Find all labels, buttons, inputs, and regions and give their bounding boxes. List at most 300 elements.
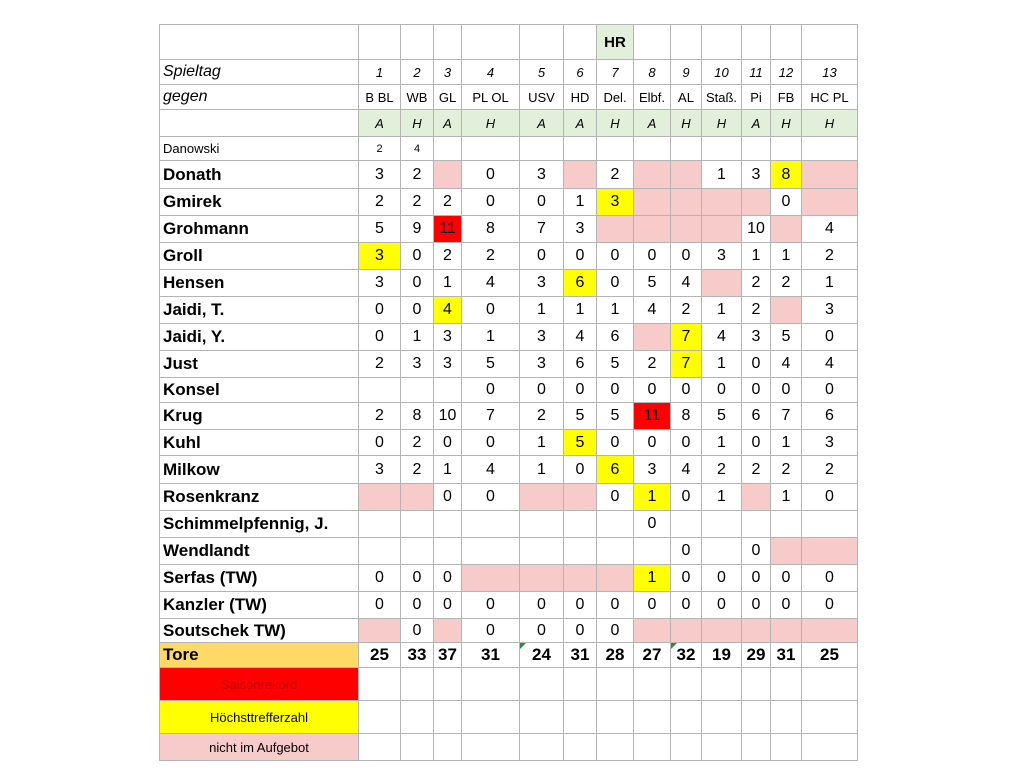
goal-cell[interactable] (802, 161, 858, 189)
goal-cell[interactable]: 3 (742, 161, 771, 189)
goal-cell[interactable]: 0 (434, 565, 462, 592)
goal-cell[interactable]: 0 (520, 243, 564, 270)
goal-cell[interactable]: 1 (401, 324, 434, 351)
goal-cell[interactable]: 2 (520, 403, 564, 430)
empty-cell[interactable] (771, 734, 802, 761)
goal-cell[interactable]: 3 (520, 351, 564, 378)
goal-cell[interactable]: 2 (742, 270, 771, 297)
goal-cell[interactable] (802, 511, 858, 538)
goal-cell[interactable]: 4 (702, 324, 742, 351)
goal-cell[interactable]: 0 (634, 430, 671, 456)
goal-cell[interactable] (401, 484, 434, 511)
goal-cell[interactable]: 0 (742, 565, 771, 592)
goal-cell[interactable]: 7 (671, 351, 702, 378)
goal-cell[interactable]: 7 (671, 324, 702, 351)
player-name[interactable]: Kanzler (TW) (160, 592, 359, 619)
goal-cell[interactable]: 0 (702, 592, 742, 619)
goal-cell[interactable]: 0 (771, 189, 802, 216)
goal-cell[interactable]: 0 (597, 243, 634, 270)
spieltag-number[interactable]: 5 (520, 60, 564, 85)
goal-cell[interactable]: 0 (401, 565, 434, 592)
goal-cell[interactable] (702, 189, 742, 216)
goal-cell[interactable]: 0 (434, 430, 462, 456)
goal-cell[interactable] (597, 137, 634, 161)
goal-cell[interactable]: 4 (802, 216, 858, 243)
goal-cell[interactable] (802, 137, 858, 161)
goal-cell[interactable] (771, 297, 802, 324)
goal-cell[interactable]: 0 (597, 270, 634, 297)
empty-cell[interactable] (771, 668, 802, 701)
goal-cell[interactable]: 0 (359, 297, 401, 324)
goal-cell[interactable] (434, 538, 462, 565)
goal-cell[interactable]: 3 (520, 270, 564, 297)
player-name[interactable]: Just (160, 351, 359, 378)
goal-cell[interactable]: 6 (742, 403, 771, 430)
goal-cell[interactable]: 0 (564, 378, 597, 403)
goal-cell[interactable] (462, 137, 520, 161)
goal-cell[interactable]: 2 (401, 161, 434, 189)
goal-cell[interactable] (634, 161, 671, 189)
goal-cell[interactable] (564, 538, 597, 565)
goal-cell[interactable]: 0 (462, 378, 520, 403)
opponent-cell[interactable]: B BL (359, 85, 401, 110)
empty-cell[interactable] (434, 734, 462, 761)
goal-cell[interactable]: 5 (702, 403, 742, 430)
goal-cell[interactable] (434, 511, 462, 538)
goal-cell[interactable]: 0 (597, 619, 634, 643)
goal-cell[interactable]: 0 (401, 297, 434, 324)
goal-cell[interactable]: 1 (634, 484, 671, 511)
goal-cell[interactable]: 4 (671, 456, 702, 484)
goal-cell[interactable]: 4 (564, 324, 597, 351)
goal-cell[interactable]: 4 (634, 297, 671, 324)
goal-cell[interactable] (634, 216, 671, 243)
spieltag-number[interactable]: 10 (702, 60, 742, 85)
goal-cell[interactable]: 11 (434, 216, 462, 243)
goal-cell[interactable] (671, 511, 702, 538)
tore-total[interactable]: 31 (462, 643, 520, 668)
goal-cell[interactable]: 0 (771, 378, 802, 403)
player-name[interactable]: Donath (160, 161, 359, 189)
goal-cell[interactable]: 2 (359, 189, 401, 216)
empty-cell[interactable] (359, 701, 401, 734)
goal-cell[interactable]: 0 (802, 565, 858, 592)
empty-cell[interactable] (771, 25, 802, 60)
goal-cell[interactable] (771, 216, 802, 243)
goal-cell[interactable]: 5 (564, 430, 597, 456)
spieltag-number[interactable]: 4 (462, 60, 520, 85)
goal-cell[interactable] (634, 538, 671, 565)
goal-cell[interactable]: 2 (462, 243, 520, 270)
empty-cell[interactable] (359, 734, 401, 761)
goal-cell[interactable]: 2 (434, 243, 462, 270)
empty-cell[interactable] (742, 668, 771, 701)
empty-cell[interactable] (671, 668, 702, 701)
opponent-cell[interactable]: HC PL (802, 85, 858, 110)
corner-cell[interactable] (160, 25, 359, 60)
spieltag-number[interactable]: 11 (742, 60, 771, 85)
goal-cell[interactable]: 0 (564, 592, 597, 619)
goal-cell[interactable] (702, 270, 742, 297)
empty-cell[interactable] (401, 734, 434, 761)
empty-cell[interactable] (742, 25, 771, 60)
goal-cell[interactable]: 6 (597, 456, 634, 484)
goal-cell[interactable]: 3 (359, 161, 401, 189)
opponent-cell[interactable]: FB (771, 85, 802, 110)
goal-cell[interactable]: 4 (771, 351, 802, 378)
home-away-cell[interactable]: H (401, 110, 434, 137)
goal-cell[interactable] (671, 619, 702, 643)
opponent-cell[interactable]: Staß. (702, 85, 742, 110)
goal-cell[interactable]: 1 (597, 297, 634, 324)
goal-cell[interactable] (771, 538, 802, 565)
goal-cell[interactable]: 0 (359, 430, 401, 456)
goal-cell[interactable] (671, 189, 702, 216)
goal-cell[interactable]: 5 (597, 403, 634, 430)
opponent-cell[interactable]: USV (520, 85, 564, 110)
player-name[interactable]: Konsel (160, 378, 359, 403)
goal-cell[interactable]: 5 (634, 270, 671, 297)
goal-cell[interactable] (564, 565, 597, 592)
home-away-cell[interactable]: A (359, 110, 401, 137)
goal-cell[interactable]: 0 (401, 270, 434, 297)
empty-cell[interactable] (802, 701, 858, 734)
empty-cell[interactable] (564, 701, 597, 734)
empty-cell[interactable] (634, 701, 671, 734)
goal-cell[interactable] (597, 538, 634, 565)
goal-cell[interactable]: 2 (359, 137, 401, 161)
tore-total[interactable]: 29 (742, 643, 771, 668)
empty-cell[interactable] (742, 734, 771, 761)
goal-cell[interactable] (671, 216, 702, 243)
goal-cell[interactable]: 2 (802, 243, 858, 270)
goal-cell[interactable] (702, 511, 742, 538)
goal-cell[interactable]: 2 (359, 403, 401, 430)
goal-cell[interactable]: 3 (359, 270, 401, 297)
goal-cell[interactable]: 0 (434, 484, 462, 511)
goal-cell[interactable] (702, 619, 742, 643)
tore-total[interactable]: 32 (671, 643, 702, 668)
player-name[interactable]: Jaidi, T. (160, 297, 359, 324)
goal-cell[interactable]: 2 (771, 270, 802, 297)
goal-cell[interactable]: 0 (802, 324, 858, 351)
goal-cell[interactable]: 0 (359, 324, 401, 351)
goal-cell[interactable] (434, 378, 462, 403)
goal-cell[interactable]: 2 (802, 456, 858, 484)
goal-cell[interactable]: 0 (671, 243, 702, 270)
goal-cell[interactable]: 10 (742, 216, 771, 243)
empty-cell[interactable] (520, 701, 564, 734)
goal-cell[interactable]: 2 (742, 297, 771, 324)
goal-cell[interactable]: 0 (462, 484, 520, 511)
empty-cell[interactable] (401, 668, 434, 701)
home-away-cell[interactable]: H (702, 110, 742, 137)
goal-cell[interactable]: 10 (434, 403, 462, 430)
goal-cell[interactable] (462, 538, 520, 565)
goal-cell[interactable]: 1 (702, 484, 742, 511)
opponent-cell[interactable]: HD (564, 85, 597, 110)
goal-cell[interactable]: 0 (671, 484, 702, 511)
goal-cell[interactable]: 11 (634, 403, 671, 430)
goal-cell[interactable]: 2 (771, 456, 802, 484)
goal-cell[interactable]: 3 (597, 189, 634, 216)
goal-cell[interactable]: 2 (671, 297, 702, 324)
hr-label[interactable]: HR (597, 25, 634, 60)
goal-cell[interactable]: 3 (434, 351, 462, 378)
empty-cell[interactable] (671, 734, 702, 761)
goal-cell[interactable] (520, 565, 564, 592)
goal-cell[interactable] (634, 137, 671, 161)
goal-cell[interactable]: 0 (771, 565, 802, 592)
player-name[interactable]: Groll (160, 243, 359, 270)
goal-cell[interactable]: 3 (520, 324, 564, 351)
goal-cell[interactable]: 7 (520, 216, 564, 243)
goal-cell[interactable] (564, 484, 597, 511)
spieltag-number[interactable]: 9 (671, 60, 702, 85)
player-name[interactable]: Milkow (160, 456, 359, 484)
goal-cell[interactable]: 0 (401, 619, 434, 643)
tore-total[interactable]: 31 (564, 643, 597, 668)
goal-cell[interactable]: 2 (401, 456, 434, 484)
goal-cell[interactable] (564, 137, 597, 161)
goal-cell[interactable]: 3 (434, 324, 462, 351)
goal-cell[interactable]: 4 (462, 456, 520, 484)
goal-cell[interactable] (434, 619, 462, 643)
empty-cell[interactable] (462, 668, 520, 701)
goal-cell[interactable] (742, 137, 771, 161)
goal-cell[interactable]: 0 (564, 243, 597, 270)
goal-cell[interactable]: 5 (359, 216, 401, 243)
goal-cell[interactable]: 0 (671, 378, 702, 403)
goal-cell[interactable]: 0 (634, 243, 671, 270)
goal-cell[interactable]: 2 (401, 189, 434, 216)
goal-cell[interactable] (359, 511, 401, 538)
goal-cell[interactable]: 8 (401, 403, 434, 430)
goal-cell[interactable] (359, 619, 401, 643)
goal-cell[interactable]: 0 (742, 592, 771, 619)
goal-cell[interactable] (462, 565, 520, 592)
goal-cell[interactable]: 9 (401, 216, 434, 243)
goal-cell[interactable]: 5 (597, 351, 634, 378)
goal-cell[interactable] (771, 619, 802, 643)
tore-total[interactable]: 24 (520, 643, 564, 668)
goal-cell[interactable]: 4 (462, 270, 520, 297)
goal-cell[interactable]: 0 (634, 511, 671, 538)
goal-cell[interactable]: 0 (401, 243, 434, 270)
goal-cell[interactable] (802, 189, 858, 216)
goal-cell[interactable] (671, 137, 702, 161)
empty-cell[interactable] (702, 25, 742, 60)
tore-total[interactable]: 31 (771, 643, 802, 668)
goal-cell[interactable]: 0 (564, 619, 597, 643)
goal-cell[interactable] (742, 511, 771, 538)
empty-cell[interactable] (359, 668, 401, 701)
goal-cell[interactable]: 3 (802, 297, 858, 324)
empty-cell[interactable] (634, 25, 671, 60)
goal-cell[interactable]: 1 (462, 324, 520, 351)
goal-cell[interactable]: 0 (634, 378, 671, 403)
goal-cell[interactable]: 1 (771, 430, 802, 456)
goal-cell[interactable] (742, 484, 771, 511)
goal-cell[interactable] (401, 511, 434, 538)
empty-cell[interactable] (702, 668, 742, 701)
goal-cell[interactable]: 0 (742, 378, 771, 403)
empty-cell[interactable] (802, 734, 858, 761)
goal-cell[interactable]: 4 (401, 137, 434, 161)
player-name[interactable]: Serfas (TW) (160, 565, 359, 592)
goal-cell[interactable]: 1 (564, 189, 597, 216)
goal-cell[interactable]: 2 (359, 351, 401, 378)
player-name[interactable]: Schimmelpfennig, J. (160, 511, 359, 538)
tore-total[interactable]: 33 (401, 643, 434, 668)
goal-cell[interactable] (634, 619, 671, 643)
spieltag-number[interactable]: 1 (359, 60, 401, 85)
goal-cell[interactable]: 0 (564, 456, 597, 484)
goal-cell[interactable] (702, 137, 742, 161)
goal-cell[interactable] (771, 137, 802, 161)
goal-cell[interactable]: 0 (359, 565, 401, 592)
goal-cell[interactable]: 0 (742, 430, 771, 456)
opponent-cell[interactable]: Pi (742, 85, 771, 110)
goal-cell[interactable]: 1 (520, 430, 564, 456)
goal-cell[interactable]: 1 (802, 270, 858, 297)
empty-cell[interactable] (597, 734, 634, 761)
goal-cell[interactable] (564, 511, 597, 538)
goal-cell[interactable]: 1 (702, 161, 742, 189)
empty-cell[interactable] (520, 734, 564, 761)
goal-cell[interactable] (742, 189, 771, 216)
empty-cell[interactable] (564, 734, 597, 761)
empty-cell[interactable] (702, 701, 742, 734)
goal-cell[interactable]: 8 (671, 403, 702, 430)
goal-cell[interactable]: 1 (702, 297, 742, 324)
empty-cell[interactable] (564, 668, 597, 701)
goal-cell[interactable] (520, 538, 564, 565)
goal-cell[interactable]: 4 (671, 270, 702, 297)
empty-cell[interactable] (401, 701, 434, 734)
goal-cell[interactable]: 3 (634, 456, 671, 484)
home-away-cell[interactable]: H (597, 110, 634, 137)
goal-cell[interactable]: 1 (434, 270, 462, 297)
goal-cell[interactable]: 3 (359, 243, 401, 270)
empty-cell[interactable] (462, 25, 520, 60)
goal-cell[interactable]: 0 (671, 538, 702, 565)
goal-cell[interactable]: 6 (802, 403, 858, 430)
empty-cell[interactable] (634, 668, 671, 701)
home-away-cell[interactable]: A (434, 110, 462, 137)
home-away-cell[interactable]: H (671, 110, 702, 137)
goal-cell[interactable]: 7 (771, 403, 802, 430)
player-name[interactable]: Danowski (160, 137, 359, 161)
goal-cell[interactable] (359, 378, 401, 403)
goal-cell[interactable]: 4 (802, 351, 858, 378)
empty-cell[interactable] (462, 701, 520, 734)
goal-cell[interactable]: 8 (771, 161, 802, 189)
empty-cell[interactable] (401, 25, 434, 60)
opponent-cell[interactable]: WB (401, 85, 434, 110)
goal-cell[interactable]: 3 (742, 324, 771, 351)
home-away-cell[interactable]: H (462, 110, 520, 137)
goal-cell[interactable] (702, 216, 742, 243)
empty-cell[interactable] (671, 701, 702, 734)
goal-cell[interactable]: 1 (771, 243, 802, 270)
player-name[interactable]: Krug (160, 403, 359, 430)
goal-cell[interactable]: 5 (564, 403, 597, 430)
goal-cell[interactable]: 0 (359, 592, 401, 619)
goal-cell[interactable]: 1 (742, 243, 771, 270)
goal-cell[interactable]: 0 (702, 378, 742, 403)
goal-cell[interactable]: 6 (597, 324, 634, 351)
empty-cell[interactable] (671, 25, 702, 60)
opponent-cell[interactable]: AL (671, 85, 702, 110)
home-away-cell[interactable]: A (520, 110, 564, 137)
goal-cell[interactable]: 3 (802, 430, 858, 456)
empty-cell[interactable] (434, 701, 462, 734)
empty-cell[interactable] (520, 668, 564, 701)
goal-cell[interactable]: 1 (520, 456, 564, 484)
goal-cell[interactable] (702, 538, 742, 565)
opponent-cell[interactable]: GL (434, 85, 462, 110)
goal-cell[interactable]: 0 (462, 430, 520, 456)
goal-cell[interactable]: 0 (634, 592, 671, 619)
opponent-cell[interactable]: PL OL (462, 85, 520, 110)
goal-cell[interactable] (771, 511, 802, 538)
goal-cell[interactable]: 1 (702, 430, 742, 456)
opponent-cell[interactable]: Elbf. (634, 85, 671, 110)
empty-cell[interactable] (462, 734, 520, 761)
goal-cell[interactable]: 0 (462, 189, 520, 216)
empty-cell[interactable] (597, 668, 634, 701)
spieltag-number[interactable]: 6 (564, 60, 597, 85)
tore-total[interactable]: 19 (702, 643, 742, 668)
goal-cell[interactable]: 0 (520, 619, 564, 643)
goal-cell[interactable] (359, 484, 401, 511)
empty-cell[interactable] (802, 25, 858, 60)
goal-cell[interactable] (434, 161, 462, 189)
goal-cell[interactable] (634, 324, 671, 351)
player-name[interactable]: Jaidi, Y. (160, 324, 359, 351)
goal-cell[interactable]: 0 (702, 565, 742, 592)
goal-cell[interactable]: 8 (462, 216, 520, 243)
goal-cell[interactable] (401, 378, 434, 403)
player-name[interactable]: Hensen (160, 270, 359, 297)
spieltag-number[interactable]: 13 (802, 60, 858, 85)
empty-cell[interactable] (702, 734, 742, 761)
goal-cell[interactable]: 2 (401, 430, 434, 456)
goal-cell[interactable]: 0 (671, 592, 702, 619)
goal-cell[interactable]: 1 (434, 456, 462, 484)
goal-cell[interactable]: 0 (462, 619, 520, 643)
home-away-cell[interactable]: A (564, 110, 597, 137)
goal-cell[interactable] (359, 538, 401, 565)
goal-cell[interactable] (564, 161, 597, 189)
empty-cell[interactable] (520, 25, 564, 60)
goal-cell[interactable]: 0 (520, 378, 564, 403)
goal-cell[interactable]: 0 (802, 484, 858, 511)
goal-cell[interactable]: 0 (671, 565, 702, 592)
goal-cell[interactable]: 2 (742, 456, 771, 484)
goal-cell[interactable]: 0 (742, 538, 771, 565)
goal-cell[interactable] (434, 137, 462, 161)
goal-cell[interactable]: 0 (597, 484, 634, 511)
goal-cell[interactable] (802, 538, 858, 565)
goal-cell[interactable]: 3 (702, 243, 742, 270)
goal-cell[interactable]: 1 (520, 297, 564, 324)
goal-cell[interactable] (597, 511, 634, 538)
goal-cell[interactable]: 3 (359, 456, 401, 484)
goal-cell[interactable] (597, 216, 634, 243)
home-away-cell[interactable]: A (634, 110, 671, 137)
